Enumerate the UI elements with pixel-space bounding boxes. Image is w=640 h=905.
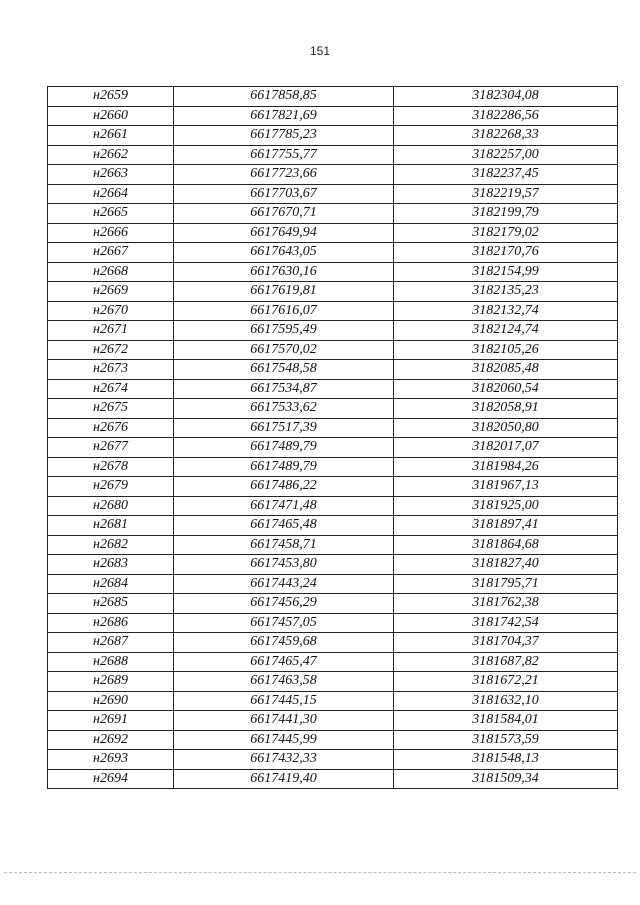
point-id-cell: н2673 [48, 360, 174, 380]
x-coordinate-cell: 6617459,68 [174, 633, 394, 653]
y-coordinate-cell: 3182268,33 [394, 126, 618, 146]
x-coordinate-cell: 6617723,66 [174, 165, 394, 185]
table-row [48, 184, 618, 204]
x-coordinate-cell: 6617465,47 [174, 652, 394, 672]
point-id-cell: н2672 [48, 340, 174, 360]
point-id-cell: н2661 [48, 126, 174, 146]
point-id-cell: н2675 [48, 399, 174, 419]
y-coordinate-cell: 3182154,99 [394, 262, 618, 282]
x-coordinate-cell: 6617619,81 [174, 282, 394, 302]
y-coordinate-cell: 3181704,37 [394, 633, 618, 653]
y-coordinate-cell: 3182135,23 [394, 282, 618, 302]
table-row [48, 340, 618, 360]
point-id-cell: н2679 [48, 477, 174, 497]
y-coordinate-cell: 3182237,45 [394, 165, 618, 185]
table-row [48, 282, 618, 302]
table-row [48, 672, 618, 692]
y-coordinate-cell: 3182085,48 [394, 360, 618, 380]
x-coordinate-cell: 6617432,33 [174, 750, 394, 770]
point-id-cell: н2669 [48, 282, 174, 302]
point-id-cell: н2689 [48, 672, 174, 692]
x-coordinate-cell: 6617670,71 [174, 204, 394, 224]
table-row [48, 613, 618, 633]
x-coordinate-cell: 6617630,16 [174, 262, 394, 282]
table-row [48, 691, 618, 711]
table-row [48, 711, 618, 731]
point-id-cell: н2666 [48, 223, 174, 243]
table-row [48, 165, 618, 185]
y-coordinate-cell: 3181548,13 [394, 750, 618, 770]
x-coordinate-cell: 6617486,22 [174, 477, 394, 497]
y-coordinate-cell: 3182050,80 [394, 418, 618, 438]
x-coordinate-cell: 6617533,62 [174, 399, 394, 419]
point-id-cell: н2660 [48, 106, 174, 126]
y-coordinate-cell: 3181762,38 [394, 594, 618, 614]
table-row [48, 730, 618, 750]
table-row [48, 379, 618, 399]
y-coordinate-cell: 3181584,01 [394, 711, 618, 731]
table-row [48, 204, 618, 224]
y-coordinate-cell: 3181897,41 [394, 516, 618, 536]
point-id-cell: н2685 [48, 594, 174, 614]
table-row [48, 477, 618, 497]
y-coordinate-cell: 3182179,02 [394, 223, 618, 243]
x-coordinate-cell: 6617456,29 [174, 594, 394, 614]
table-row [48, 301, 618, 321]
y-coordinate-cell: 3181742,54 [394, 613, 618, 633]
table-row [48, 145, 618, 165]
point-id-cell: н2684 [48, 574, 174, 594]
y-coordinate-cell: 3181632,10 [394, 691, 618, 711]
x-coordinate-cell: 6617649,94 [174, 223, 394, 243]
x-coordinate-cell: 6617643,05 [174, 243, 394, 263]
footer-divider [4, 872, 636, 873]
point-id-cell: н2693 [48, 750, 174, 770]
x-coordinate-cell: 6617445,99 [174, 730, 394, 750]
x-coordinate-cell: 6617821,69 [174, 106, 394, 126]
point-id-cell: н2686 [48, 613, 174, 633]
x-coordinate-cell: 6617703,67 [174, 184, 394, 204]
point-id-cell: н2687 [48, 633, 174, 653]
x-coordinate-cell: 6617489,79 [174, 438, 394, 458]
y-coordinate-cell: 3181925,00 [394, 496, 618, 516]
x-coordinate-cell: 6617465,48 [174, 516, 394, 536]
x-coordinate-cell: 6617755,77 [174, 145, 394, 165]
table-row [48, 223, 618, 243]
y-coordinate-cell: 3182170,76 [394, 243, 618, 263]
point-id-cell: н2692 [48, 730, 174, 750]
point-id-cell: н2682 [48, 535, 174, 555]
table-row [48, 516, 618, 536]
point-id-cell: н2691 [48, 711, 174, 731]
table-row [48, 106, 618, 126]
table-row [48, 438, 618, 458]
table-row [48, 418, 618, 438]
y-coordinate-cell: 3181687,82 [394, 652, 618, 672]
x-coordinate-cell: 6617457,05 [174, 613, 394, 633]
y-coordinate-cell: 3181864,68 [394, 535, 618, 555]
point-id-cell: н2670 [48, 301, 174, 321]
point-id-cell: н2683 [48, 555, 174, 575]
x-coordinate-cell: 6617441,30 [174, 711, 394, 731]
y-coordinate-cell: 3181795,71 [394, 574, 618, 594]
y-coordinate-cell: 3182017,07 [394, 438, 618, 458]
x-coordinate-cell: 6617443,24 [174, 574, 394, 594]
table-row [48, 769, 618, 789]
y-coordinate-cell: 3182304,08 [394, 87, 618, 107]
y-coordinate-cell: 3181967,13 [394, 477, 618, 497]
x-coordinate-cell: 6617445,15 [174, 691, 394, 711]
x-coordinate-cell: 6617858,85 [174, 87, 394, 107]
table-row [48, 87, 618, 107]
y-coordinate-cell: 3182105,26 [394, 340, 618, 360]
y-coordinate-cell: 3181573,59 [394, 730, 618, 750]
y-coordinate-cell: 3182132,74 [394, 301, 618, 321]
point-id-cell: н2668 [48, 262, 174, 282]
point-id-cell: н2681 [48, 516, 174, 536]
table-row [48, 360, 618, 380]
table-row [48, 594, 618, 614]
point-id-cell: н2663 [48, 165, 174, 185]
table-row [48, 126, 618, 146]
y-coordinate-cell: 3182058,91 [394, 399, 618, 419]
coordinates-table [47, 86, 618, 789]
table-row [48, 555, 618, 575]
x-coordinate-cell: 6617463,58 [174, 672, 394, 692]
point-id-cell: н2671 [48, 321, 174, 341]
coordinates-table-body [48, 87, 618, 789]
table-row [48, 262, 618, 282]
table-row [48, 633, 618, 653]
y-coordinate-cell: 3182060,54 [394, 379, 618, 399]
y-coordinate-cell: 3181509,34 [394, 769, 618, 789]
y-coordinate-cell: 3182257,00 [394, 145, 618, 165]
x-coordinate-cell: 6617453,80 [174, 555, 394, 575]
y-coordinate-cell: 3182219,57 [394, 184, 618, 204]
x-coordinate-cell: 6617419,40 [174, 769, 394, 789]
y-coordinate-cell: 3182199,79 [394, 204, 618, 224]
point-id-cell: н2659 [48, 87, 174, 107]
table-row [48, 535, 618, 555]
table-row [48, 652, 618, 672]
table-row [48, 321, 618, 341]
x-coordinate-cell: 6617570,02 [174, 340, 394, 360]
x-coordinate-cell: 6617534,87 [174, 379, 394, 399]
point-id-cell: н2676 [48, 418, 174, 438]
point-id-cell: н2690 [48, 691, 174, 711]
x-coordinate-cell: 6617458,71 [174, 535, 394, 555]
point-id-cell: н2664 [48, 184, 174, 204]
point-id-cell: н2667 [48, 243, 174, 263]
y-coordinate-cell: 3181672,21 [394, 672, 618, 692]
point-id-cell: н2662 [48, 145, 174, 165]
x-coordinate-cell: 6617548,58 [174, 360, 394, 380]
point-id-cell: н2688 [48, 652, 174, 672]
table-row [48, 399, 618, 419]
table-row [48, 457, 618, 477]
x-coordinate-cell: 6617471,48 [174, 496, 394, 516]
point-id-cell: н2680 [48, 496, 174, 516]
x-coordinate-cell: 6617517,39 [174, 418, 394, 438]
table-row [48, 750, 618, 770]
point-id-cell: н2694 [48, 769, 174, 789]
table-row [48, 496, 618, 516]
table-row [48, 243, 618, 263]
page-number: 151 [309, 44, 331, 58]
table-row [48, 574, 618, 594]
point-id-cell: н2665 [48, 204, 174, 224]
x-coordinate-cell: 6617595,49 [174, 321, 394, 341]
point-id-cell: н2678 [48, 457, 174, 477]
x-coordinate-cell: 6617616,07 [174, 301, 394, 321]
y-coordinate-cell: 3181827,40 [394, 555, 618, 575]
x-coordinate-cell: 6617489,79 [174, 457, 394, 477]
y-coordinate-cell: 3182124,74 [394, 321, 618, 341]
y-coordinate-cell: 3182286,56 [394, 106, 618, 126]
point-id-cell: н2674 [48, 379, 174, 399]
point-id-cell: н2677 [48, 438, 174, 458]
y-coordinate-cell: 3181984,26 [394, 457, 618, 477]
x-coordinate-cell: 6617785,23 [174, 126, 394, 146]
